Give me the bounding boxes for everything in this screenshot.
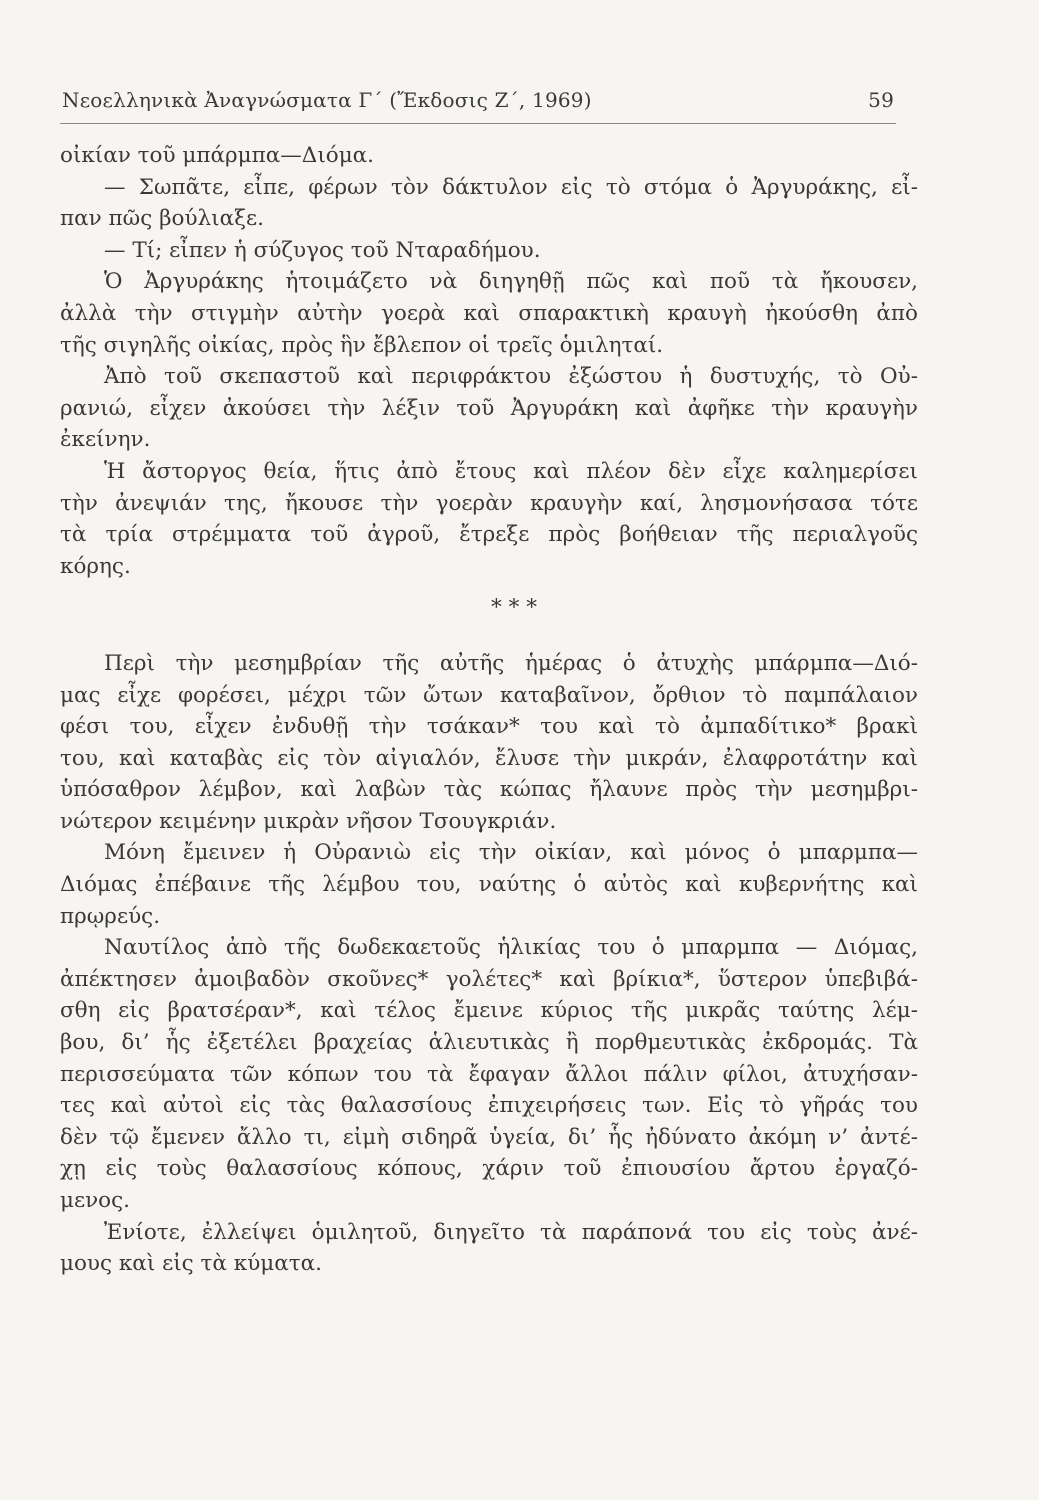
text-line: — Τί; εἶπεν ἡ σύζυγος τοῦ Νταραδήμου. bbox=[104, 237, 541, 263]
text-line: τὰ τρία στρέμματα τοῦ ἀγροῦ, ἔτρεξε πρὸς βοήθειαν τῆς περιαλγοῦς bbox=[60, 522, 918, 548]
text-line: δὲν τῷ ἔμενεν ἄλλο τι, εἰμὴ σιδηρᾶ ὑγεία, δι’ ἧς ἠδύνατο ἀκόμη ν’ ἀντέ- bbox=[60, 1124, 918, 1150]
text-line: ὑπόσαθρον λέμβον, καὶ λαβὼν τὰς κώπας ἤλαυνε πρὸς τὴν μεσημβρι- bbox=[60, 777, 918, 803]
text-line: παν πῶς βούλιαξε. bbox=[60, 206, 264, 232]
text-line: ἀλλὰ τὴν στιγμὴν αὐτὴν γοερὰ καὶ σπαρακτικὴ κραυγὴ ἠκούσθη ἀπὸ bbox=[60, 300, 918, 326]
text-line: Μόνη ἔμεινεν ἡ Οὐρανιὼ εἰς τὴν οἰκίαν, καὶ μόνος ὁ μπαρμπα— bbox=[104, 840, 918, 866]
text-line: ἐκείνην. bbox=[60, 427, 151, 453]
text-line: Διόμας ἐπέβαινε τῆς λέμβου του, ναύτης ὁ αὐτὸς καὶ κυβερνήτης καὶ bbox=[60, 872, 918, 898]
text-line: νώτερον κειμένην μικρὰν νῆσον Τσουγκριάν. bbox=[60, 808, 557, 834]
text-line: Ἀπὸ τοῦ σκεπαστοῦ καὶ περιφράκτου ἐξώστου ἡ δυστυχής, τὸ Οὐ- bbox=[104, 364, 918, 390]
text-line: Ὁ Ἀργυράκης ἡτοιμάζετο νὰ διηγηθῇ πῶς καὶ ποῦ τὰ ἤκουσεν, bbox=[104, 269, 918, 295]
text-line: σθη εἰς βρατσέραν*, καὶ τέλος ἔμεινε κύριος τῆς μικρᾶς ταύτης λέμ- bbox=[60, 998, 918, 1024]
text-line: μους καὶ εἰς τὰ κύματα. bbox=[60, 1251, 323, 1277]
text-line: Ναυτίλος ἀπὸ τῆς δωδεκαετοῦς ἡλικίας του ὁ μπαρμπα — Διόμας, bbox=[104, 935, 918, 961]
text-line: Ἐνίοτε, ἐλλείψει ὁμιλητοῦ, διηγεῖτο τὰ παράπονά του εἰς τοὺς ἀνέ- bbox=[104, 1219, 918, 1245]
text-line: φέσι του, εἶχεν ἐνδυθῇ τὴν τσάκαν* του καὶ τὸ ἀμπαδίτικο* βρακὶ bbox=[60, 714, 918, 740]
text-line: Ἡ ἄστοργος θεία, ἥτις ἀπὸ ἔτους καὶ πλέον δὲν εἶχε καλημερίσει bbox=[104, 458, 918, 484]
text-line: βου, δι’ ἧς ἐξετέλει βραχείας ἁλιευτικὰς ἢ πορθμευτικὰς ἐκδρομάς. Τὰ bbox=[60, 1030, 918, 1056]
text-line: κόρης. bbox=[60, 553, 131, 579]
text-line: μας εἶχε φορέσει, μέχρι τῶν ὤτων καταβαῖνον, ὄρθιον τὸ παμπάλαιον bbox=[60, 682, 918, 708]
text-line: περισσεύματα τῶν κόπων του τὰ ἔφαγαν ἄλλοι πάλιν φίλοι, ἀτυχήσαν- bbox=[60, 1061, 918, 1087]
text-line: του, καὶ καταβὰς εἰς τὸν αἰγιαλόν, ἔλυσε τὴν μικράν, ἐλαφροτάτην καὶ bbox=[60, 745, 918, 771]
page-number: 59 bbox=[868, 88, 894, 112]
running-header bbox=[62, 88, 894, 112]
text-line: τες καὶ αὐτοὶ εἰς τὰς θαλασσίους ἐπιχειρήσεις των. Εἰς τὸ γῆράς του bbox=[60, 1093, 918, 1119]
header-rule bbox=[60, 123, 896, 124]
text-line: μενος. bbox=[60, 1188, 131, 1213]
text-body bbox=[60, 140, 918, 1280]
text-line: χῃ εἰς τοὺς θαλασσίους κόπους, χάριν τοῦ ἐπιουσίου ἄρτου ἐργαζό- bbox=[60, 1156, 918, 1182]
text-line: ἀπέκτησεν ἀμοιβαδὸν σκοῦνες* γολέτες* καὶ βρίκια*, ὕστερον ὑπεβιβά- bbox=[60, 966, 918, 992]
text-line: οἰκίαν τοῦ μπάρμπα—Διόμα. bbox=[60, 143, 375, 168]
text-line: τὴν ἀνεψιάν της, ἤκουσε τὴν γοερὰν κραυγὴν καί, λησμονήσασα τότε bbox=[60, 490, 918, 516]
text-line: Περὶ τὴν μεσημβρίαν τῆς αὐτῆς ἡμέρας ὁ ἀτυχὴς μπάρμπα—Διό- bbox=[104, 650, 918, 676]
text-line: πρῳρεύς. bbox=[60, 903, 161, 929]
text-line: — Σωπᾶτε, εἶπε, φέρων τὸν δάκτυλον εἰς τὸ στόμα ὁ Ἀργυράκης, εἶ- bbox=[104, 174, 918, 200]
running-title: Νεοελληνικὰ Ἀναγνώσματα Γ΄ (Ἔκδοσις Ζ΄, 1969) bbox=[62, 88, 592, 112]
section-break-asterisks: * * * bbox=[491, 595, 537, 621]
text-line: τῆς σιγηλῆς οἰκίας, πρὸς ἣν ἔβλεπον οἱ τρεῖς ὁμιληταί. bbox=[60, 332, 664, 358]
text-line: ρανιώ, εἶχεν ἀκούσει τὴν λέξιν τοῦ Ἀργυράκη καὶ ἀφῆκε τὴν κραυγὴν bbox=[60, 395, 918, 421]
